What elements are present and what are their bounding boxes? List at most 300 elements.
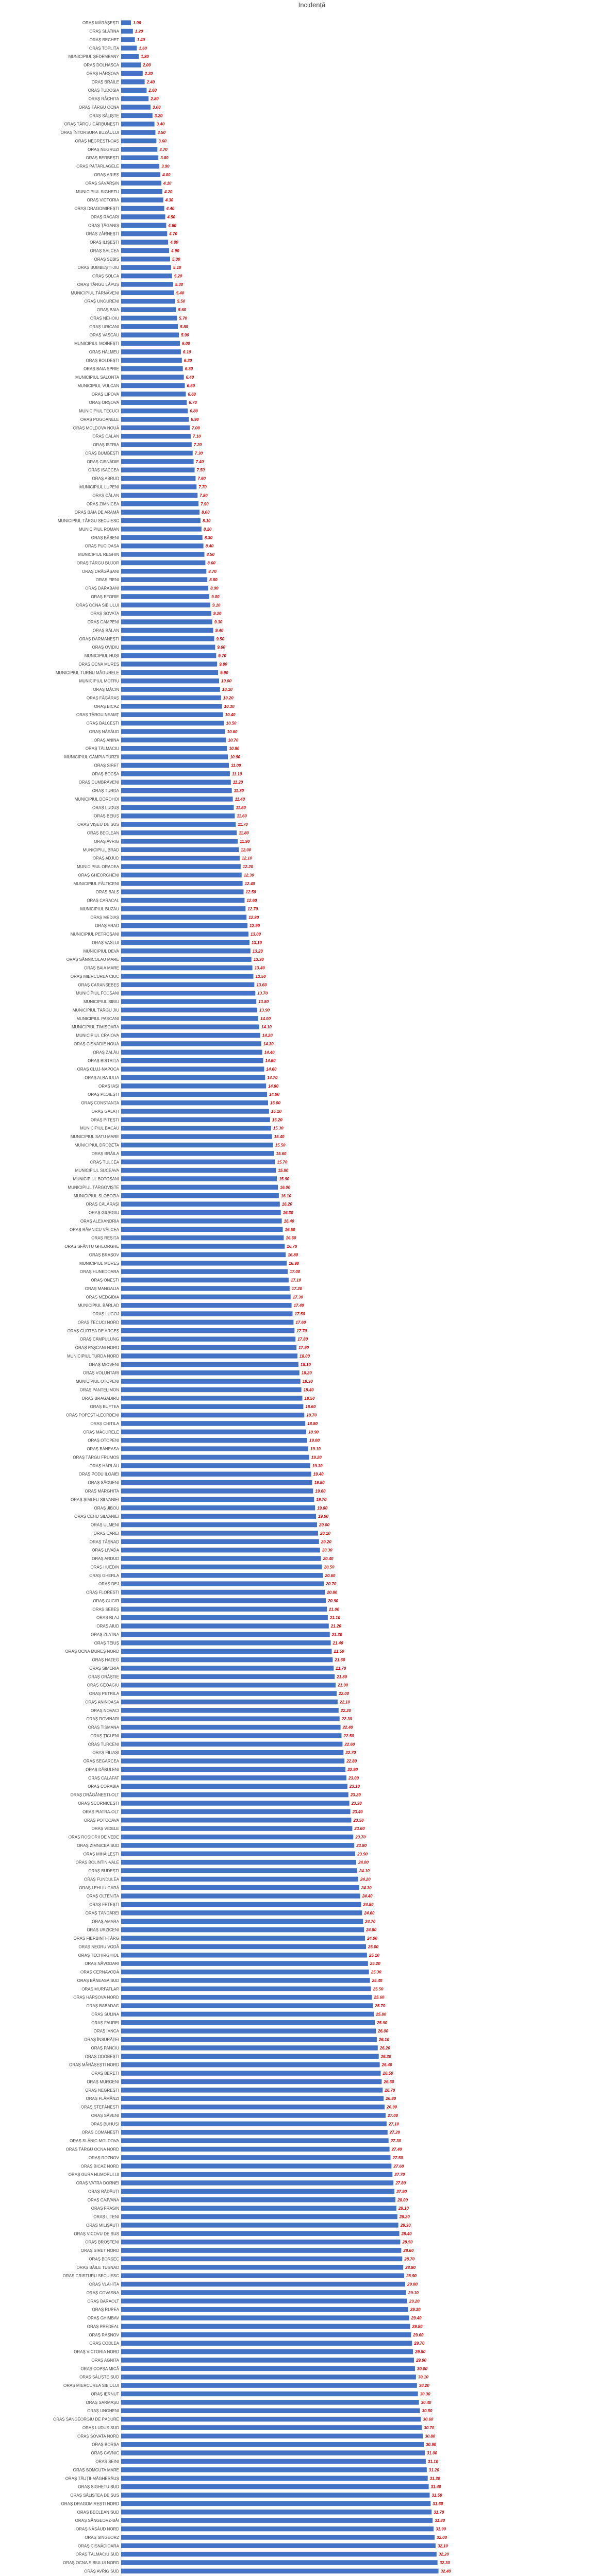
value-label: 8.00 bbox=[202, 510, 210, 515]
bar bbox=[121, 788, 232, 793]
category-label: ORAȘ VICOVU DE SUS bbox=[74, 2231, 119, 2236]
value-label: 18.90 bbox=[308, 1430, 319, 1435]
category-label: ORAȘ LEHLIU GARĂ bbox=[79, 1885, 119, 1890]
bar bbox=[121, 1058, 263, 1063]
category-label: ORAȘ SÂNGEORGIU DE PĂDURE bbox=[53, 2417, 119, 2422]
bar bbox=[121, 206, 164, 211]
bar bbox=[121, 1109, 269, 1114]
value-label: 3.60 bbox=[158, 139, 167, 144]
category-label: ORAȘ OCNA MUREȘ bbox=[78, 662, 119, 667]
value-label: 23.50 bbox=[353, 1818, 364, 1823]
value-label: 5.10 bbox=[173, 265, 181, 270]
category-label: ORAȘ SOVATA NORD bbox=[77, 2434, 119, 2439]
category-label: ORAȘ TĂȘNAD bbox=[89, 1539, 119, 1545]
category-label: ORAȘ GEOAGIU bbox=[87, 1683, 119, 1688]
value-label: 21.20 bbox=[330, 1624, 341, 1629]
bar bbox=[121, 544, 204, 549]
bar bbox=[121, 2408, 420, 2413]
bar bbox=[121, 1008, 257, 1013]
bar bbox=[121, 493, 197, 498]
bar bbox=[121, 1632, 330, 1637]
bar bbox=[121, 1083, 266, 1089]
category-label: MUNICIPIUL OTOPENI bbox=[75, 1379, 119, 1384]
value-label: 18.80 bbox=[307, 1421, 318, 1426]
value-label: 4.40 bbox=[166, 206, 175, 211]
value-label: 22.20 bbox=[340, 1708, 351, 1713]
value-label: 28.20 bbox=[399, 2214, 410, 2219]
bar bbox=[121, 1531, 318, 1536]
value-label: 24.10 bbox=[359, 1869, 370, 1874]
category-label: ORAȘ CARACAL bbox=[87, 898, 119, 903]
value-label: 25.60 bbox=[374, 1995, 385, 2000]
value-label: 28.70 bbox=[404, 2257, 415, 2262]
value-label: 22.50 bbox=[343, 1733, 354, 1738]
bars-layer bbox=[121, 20, 563, 2576]
category-label: ORAȘ MURFATLAR bbox=[81, 1987, 119, 1992]
category-label: ORAȘ ADJUD bbox=[92, 856, 119, 861]
bar bbox=[121, 2417, 421, 2422]
category-label: ORAȘ ARDUD bbox=[92, 1556, 119, 1562]
category-label: ORAȘ URZICENI bbox=[87, 1927, 119, 1933]
bar bbox=[121, 1860, 356, 1865]
value-label: 29.20 bbox=[409, 2299, 420, 2304]
value-label: 30.30 bbox=[420, 2392, 430, 2397]
value-label: 29.50 bbox=[412, 2324, 423, 2329]
category-label: ORAȘ SEBEȘ bbox=[92, 1607, 119, 1612]
bar bbox=[121, 1556, 321, 1561]
value-label: 28.00 bbox=[397, 2197, 408, 2202]
category-label: ORAȘ NEGREȘTI bbox=[85, 2088, 119, 2093]
bar bbox=[121, 729, 225, 734]
value-label: 5.40 bbox=[176, 291, 185, 296]
value-label: 26.90 bbox=[387, 2105, 397, 2110]
bar bbox=[121, 181, 161, 186]
category-label: ORAȘ CONSTANȚA bbox=[81, 1100, 119, 1106]
bar bbox=[121, 2358, 414, 2363]
category-label: ORAȘ NEHOIU bbox=[90, 316, 119, 321]
bar bbox=[121, 2214, 397, 2219]
bar bbox=[121, 2105, 385, 2110]
value-label: 8.40 bbox=[205, 544, 214, 549]
category-label: ORAȘ SOMCUTA MARE bbox=[73, 2467, 119, 2472]
value-label: 12.20 bbox=[242, 865, 253, 870]
bar bbox=[121, 274, 172, 279]
value-label: 9.80 bbox=[219, 662, 227, 667]
bar bbox=[121, 1210, 281, 1215]
category-label: MUNICIPIUL TURDA NORD bbox=[67, 1353, 119, 1359]
value-label: 23.40 bbox=[352, 1809, 363, 1815]
category-label: MUNICIPIUL SIGHETU bbox=[76, 189, 119, 194]
category-label: ORAȘ ROZNOV bbox=[88, 2155, 119, 2160]
value-label: 29.00 bbox=[407, 2282, 418, 2287]
value-label: 26.10 bbox=[378, 2037, 389, 2042]
bar bbox=[121, 130, 156, 134]
value-label: 29.70 bbox=[414, 2341, 425, 2346]
bar bbox=[121, 898, 244, 903]
category-label: ORAȘ IANCA bbox=[93, 2029, 119, 2034]
bar bbox=[121, 712, 223, 717]
category-label: ORAȘ SLĂNIC-MOLDOVA bbox=[70, 2139, 119, 2144]
category-label: ORAȘ ISTRIA bbox=[93, 443, 119, 448]
value-label: 7.70 bbox=[198, 484, 207, 489]
bar bbox=[121, 510, 200, 515]
category-label: MUNICIPIUL CRAIOVA bbox=[76, 1033, 119, 1038]
value-label: 15.20 bbox=[272, 1117, 282, 1123]
bar bbox=[121, 2535, 435, 2540]
category-label: ORAȘ EFORIE bbox=[91, 594, 119, 599]
value-label: 5.20 bbox=[174, 274, 182, 279]
category-label: ORAȘ ANINOASA bbox=[85, 1700, 119, 1705]
bar bbox=[121, 1193, 279, 1198]
category-label: ORAȘ SEINI bbox=[95, 2459, 119, 2464]
value-label: 3.50 bbox=[157, 130, 166, 135]
value-label: 28.10 bbox=[398, 2206, 409, 2211]
category-label: ORAȘ RÂMNICU VÂLCEA bbox=[69, 1227, 119, 1232]
bar bbox=[121, 1792, 348, 1798]
bar bbox=[121, 915, 246, 920]
value-label: 26.40 bbox=[381, 2062, 392, 2067]
category-label: ORAȘ BICAZ NORD bbox=[80, 2164, 119, 2169]
value-label: 19.60 bbox=[315, 1489, 326, 1494]
bar bbox=[121, 1303, 292, 1308]
category-label: MUNICIPIUL BÂRLAD bbox=[77, 1303, 119, 1308]
category-label: ORAȘ MĂGURELE bbox=[83, 1430, 119, 1435]
category-label: ORAȘ BICAZ bbox=[94, 704, 119, 709]
bar bbox=[121, 434, 191, 439]
bar bbox=[121, 1868, 357, 1873]
value-label: 7.90 bbox=[201, 501, 209, 506]
category-label: ORAȘ HUNEDOARA bbox=[79, 1269, 119, 1275]
category-label: ORAȘ MEDIAȘ bbox=[90, 915, 119, 920]
category-label: ORAȘ LUDUȘ bbox=[92, 805, 119, 810]
value-label: 30.00 bbox=[417, 2366, 428, 2371]
bar bbox=[121, 1488, 313, 1494]
value-label: 9.10 bbox=[212, 603, 221, 608]
value-label: 30.80 bbox=[425, 2434, 436, 2439]
bar bbox=[121, 2383, 417, 2388]
value-label: 7.30 bbox=[194, 451, 203, 456]
bar bbox=[121, 257, 170, 262]
value-label: 29.40 bbox=[411, 2316, 422, 2321]
value-label: 27.90 bbox=[396, 2189, 407, 2194]
category-label: ORAȘ SIGHETU SUD bbox=[78, 2484, 119, 2489]
value-label: 25.40 bbox=[372, 1978, 383, 1983]
value-label: 19.50 bbox=[314, 1480, 325, 1485]
bar bbox=[121, 1278, 289, 1283]
category-label: ORAȘ BEIUȘ bbox=[94, 814, 119, 819]
category-label: ORAȘ SIRET NORD bbox=[80, 2248, 119, 2253]
value-label: 1.80 bbox=[141, 54, 149, 59]
value-label: 14.80 bbox=[268, 1083, 279, 1089]
category-label: ORAȘ AVRIG SUD bbox=[84, 2569, 119, 2574]
category-label: ORAȘ BECHET bbox=[89, 37, 119, 42]
bar bbox=[121, 796, 233, 802]
value-label: 12.80 bbox=[248, 915, 259, 920]
bar bbox=[121, 1995, 372, 2000]
bar bbox=[121, 2442, 424, 2447]
category-label: ORAȘ HAȚEG bbox=[92, 1657, 119, 1663]
value-label: 17.40 bbox=[293, 1303, 304, 1308]
category-label: ORAȘ UNGURENI bbox=[84, 299, 119, 304]
value-label: 17.10 bbox=[290, 1278, 301, 1283]
category-label: MUNICIPIUL SATU MARE bbox=[70, 1134, 119, 1140]
value-label: 28.30 bbox=[400, 2223, 411, 2228]
bar bbox=[121, 1700, 338, 1705]
category-label: ORAȘ BORSA bbox=[92, 2442, 119, 2447]
bar bbox=[121, 155, 158, 160]
bar bbox=[121, 113, 153, 118]
value-label: 24.20 bbox=[360, 1877, 371, 1882]
category-label: ORAȘ BAIA MARE bbox=[84, 965, 119, 971]
category-label: ORAȘ TURDA bbox=[92, 788, 119, 793]
value-label: 20.40 bbox=[323, 1556, 334, 1562]
value-label: 25.30 bbox=[371, 1970, 381, 1975]
value-label: 26.30 bbox=[380, 2054, 391, 2059]
category-label: MUNICIPIUL FOCȘANI bbox=[76, 991, 119, 996]
value-label: 31.90 bbox=[436, 2527, 446, 2532]
bar bbox=[121, 1809, 351, 1815]
category-label: ORAȘ CISNĂDIE NOUĂ bbox=[73, 1041, 119, 1046]
bar bbox=[121, 577, 207, 582]
bar bbox=[121, 2476, 428, 2481]
value-label: 9.70 bbox=[218, 653, 226, 658]
value-label: 27.40 bbox=[391, 2147, 402, 2152]
bar bbox=[121, 2079, 381, 2084]
bar bbox=[121, 1387, 302, 1393]
value-label: 21.30 bbox=[331, 1632, 342, 1637]
category-label: ORAȘ DRAGOMIREȘTI bbox=[74, 206, 119, 211]
value-label: 32.10 bbox=[437, 2544, 448, 2549]
category-label: ORAȘ TECHIRGHIOL bbox=[78, 1953, 119, 1958]
category-label: ORAȘ OTOPENI bbox=[88, 1438, 119, 1443]
bar bbox=[121, 2088, 383, 2093]
value-label: 27.00 bbox=[388, 2113, 398, 2118]
category-label: ORAȘ PANCIU bbox=[91, 2045, 119, 2050]
bar bbox=[121, 1480, 312, 1485]
value-label: 21.60 bbox=[335, 1657, 345, 1663]
value-label: 13.70 bbox=[257, 991, 268, 996]
bar bbox=[121, 2180, 393, 2185]
bar bbox=[121, 2450, 425, 2455]
category-label: ORAȘ LITENI bbox=[93, 2214, 119, 2219]
category-label: ORAȘ MARGHITA bbox=[85, 1489, 119, 1494]
bar bbox=[121, 79, 145, 84]
category-label: ORAȘ ISACCEA bbox=[88, 468, 119, 473]
category-label: ORAȘ BAIA bbox=[96, 308, 119, 313]
value-label: 3.00 bbox=[153, 105, 161, 110]
bar bbox=[121, 696, 221, 701]
bar bbox=[121, 2493, 430, 2498]
bar bbox=[121, 1978, 370, 1983]
category-label: ORAȘ MIOVENI bbox=[89, 1362, 119, 1367]
value-label: 8.20 bbox=[203, 527, 212, 532]
bar bbox=[121, 679, 219, 684]
category-label: ORAȘ HÂRȘOVA bbox=[86, 71, 119, 76]
bar bbox=[121, 763, 229, 768]
bar bbox=[121, 1623, 329, 1629]
category-label: ORAȘ ZALĂU bbox=[93, 1050, 119, 1055]
category-label: ORAȘ SFÂNTU GHEORGHE bbox=[64, 1244, 119, 1249]
value-label: 10.80 bbox=[229, 746, 240, 751]
category-label: ORAȘ BISTRIȚA bbox=[88, 1058, 119, 1063]
bar bbox=[121, 2434, 423, 2439]
category-label: ORAȘ PIATRA-OLT bbox=[82, 1809, 119, 1815]
value-label: 10.70 bbox=[228, 738, 239, 743]
value-label: 11.90 bbox=[240, 839, 250, 844]
category-label: ORAȘ SOLCA bbox=[92, 274, 119, 279]
bar bbox=[121, 1050, 262, 1055]
bar bbox=[121, 2324, 410, 2329]
bar bbox=[121, 1801, 350, 1806]
category-label: MUNICIPIUL TÂRNĂVENI bbox=[71, 291, 119, 296]
bar bbox=[121, 2544, 436, 2549]
value-label: 15.90 bbox=[279, 1177, 290, 1182]
category-label: ORAȘ GHERLA bbox=[89, 1573, 119, 1578]
value-label: 11.60 bbox=[237, 814, 247, 819]
value-label: 25.70 bbox=[375, 2004, 386, 2009]
value-label: 15.80 bbox=[278, 1168, 289, 1173]
value-label: 7.20 bbox=[193, 443, 202, 448]
bar bbox=[121, 358, 182, 363]
value-label: 18.30 bbox=[302, 1379, 313, 1384]
category-label: ORAȘ VLĂHIȚA bbox=[89, 2282, 119, 2287]
bar bbox=[121, 839, 238, 844]
bar bbox=[121, 1970, 369, 1975]
category-label: ORAȘ BORSEC bbox=[89, 2257, 119, 2262]
bar bbox=[121, 1244, 285, 1249]
bar bbox=[121, 1176, 277, 1181]
value-label: 31.80 bbox=[435, 2518, 445, 2523]
category-label: ORAȘ BUFTEA bbox=[90, 1404, 119, 1410]
value-label: 7.50 bbox=[196, 468, 205, 473]
value-label: 22.10 bbox=[339, 1700, 350, 1705]
bar bbox=[121, 999, 256, 1004]
value-label: 28.40 bbox=[401, 2231, 412, 2236]
bar bbox=[121, 1615, 328, 1620]
value-label: 19.00 bbox=[309, 1438, 320, 1443]
bar bbox=[121, 535, 203, 540]
category-label: ORAȘ BERBEȘTI bbox=[86, 156, 119, 161]
value-label: 29.10 bbox=[408, 2290, 419, 2295]
value-label: 18.00 bbox=[300, 1353, 310, 1359]
category-label: ORAȘ DARABANI bbox=[85, 586, 119, 591]
bar bbox=[121, 931, 248, 937]
category-label: ORAȘ TÂRGU NEAMȚ bbox=[76, 713, 119, 718]
value-label: 26.50 bbox=[383, 2071, 393, 2076]
value-label: 9.50 bbox=[216, 636, 225, 641]
bar bbox=[121, 400, 187, 405]
bar bbox=[121, 2223, 398, 2228]
value-label: 20.10 bbox=[320, 1531, 330, 1536]
value-label: 2.20 bbox=[144, 71, 153, 76]
value-label: 20.90 bbox=[328, 1598, 339, 1603]
bar bbox=[121, 2290, 406, 2295]
value-label: 24.90 bbox=[367, 1936, 378, 1941]
category-label: ORAȘ ARAD bbox=[95, 923, 119, 928]
category-label: ORAȘ ANINA bbox=[94, 738, 119, 743]
category-label: ORAȘ GURA HUMORULUI bbox=[68, 2172, 119, 2177]
value-label: 26.60 bbox=[384, 2079, 394, 2084]
bar bbox=[121, 2045, 378, 2050]
category-label: ORAȘ BĂBENI bbox=[91, 535, 119, 540]
value-label: 23.30 bbox=[351, 1801, 362, 1806]
value-label: 19.30 bbox=[312, 1463, 323, 1468]
bar bbox=[121, 2155, 391, 2160]
bar bbox=[121, 2273, 404, 2278]
category-label: ORAȘ CODLEA bbox=[89, 2341, 119, 2346]
value-label: 21.80 bbox=[337, 1674, 347, 1680]
category-label: ORAȘ ALBA IULIA bbox=[85, 1075, 119, 1080]
bar bbox=[121, 1497, 314, 1502]
category-label: ORAȘ NĂSĂUD bbox=[89, 729, 119, 734]
bar bbox=[121, 2122, 387, 2127]
value-label: 19.20 bbox=[311, 1455, 322, 1460]
bar bbox=[121, 636, 214, 641]
bar bbox=[121, 1362, 298, 1367]
category-label: ORAȘ BRĂILA bbox=[91, 1151, 119, 1156]
value-label: 27.30 bbox=[390, 2139, 401, 2144]
value-label: 4.90 bbox=[171, 248, 179, 253]
bar bbox=[121, 307, 176, 312]
category-label: ORAȘ FETEȘTI bbox=[89, 1902, 119, 1907]
bar bbox=[121, 197, 163, 202]
category-label: ORAȘ NOVACI bbox=[91, 1708, 119, 1713]
value-label: 8.90 bbox=[210, 586, 219, 591]
bar bbox=[121, 957, 252, 962]
bar bbox=[121, 2062, 380, 2067]
category-label: ORAȘ TEIUȘ bbox=[94, 1640, 119, 1646]
value-label: 17.80 bbox=[297, 1337, 308, 1342]
value-label: 16.90 bbox=[289, 1261, 300, 1266]
category-label: ORAȘ ȚICLENI bbox=[90, 1733, 119, 1738]
category-label: ORAȘ ȚĂNDĂREI bbox=[85, 1910, 119, 1916]
category-label: ORAȘ PÂTÂRLAGELE bbox=[76, 164, 119, 169]
value-label: 5.60 bbox=[178, 308, 186, 313]
category-label: ORAȘ VAȘCĂU bbox=[89, 333, 119, 338]
category-label: ORAȘ TĂLMACIU SUD bbox=[75, 2552, 119, 2557]
bar bbox=[121, 586, 208, 591]
bar bbox=[121, 1590, 325, 1595]
bar bbox=[121, 1953, 367, 1958]
value-label: 20.30 bbox=[322, 1548, 333, 1553]
value-label: 32.20 bbox=[438, 2552, 449, 2557]
category-label: ORAȘ TUDOSIA bbox=[88, 88, 119, 93]
value-label: 25.00 bbox=[368, 1944, 379, 1950]
value-label: 4.30 bbox=[165, 198, 174, 203]
category-label: ORAȘ FUNDULEA bbox=[84, 1877, 119, 1882]
bar bbox=[121, 2467, 427, 2472]
bar bbox=[121, 1143, 273, 1148]
bar bbox=[121, 1201, 280, 1207]
bar bbox=[121, 172, 160, 177]
bar bbox=[121, 375, 184, 380]
category-label: ORAȘ SARMAȘU bbox=[86, 2400, 119, 2405]
value-label: 22.40 bbox=[342, 1725, 353, 1730]
bar bbox=[121, 948, 251, 954]
value-label: 18.60 bbox=[305, 1404, 316, 1410]
category-label: ORAȘ PETRILA bbox=[89, 1691, 119, 1697]
category-label: ORAȘ DUMBRĂVENI bbox=[78, 780, 119, 785]
value-label: 6.10 bbox=[182, 349, 191, 354]
bar bbox=[121, 1151, 274, 1156]
bar bbox=[121, 1336, 295, 1342]
category-label: MUNICIPIUL LUPENI bbox=[79, 484, 119, 489]
value-label: 2.40 bbox=[146, 79, 155, 84]
value-label: 17.30 bbox=[292, 1295, 303, 1300]
bar bbox=[121, 1640, 331, 1646]
value-label: 14.70 bbox=[267, 1075, 278, 1080]
category-label: MUNICIPIUL MOINEȘTI bbox=[74, 341, 119, 346]
